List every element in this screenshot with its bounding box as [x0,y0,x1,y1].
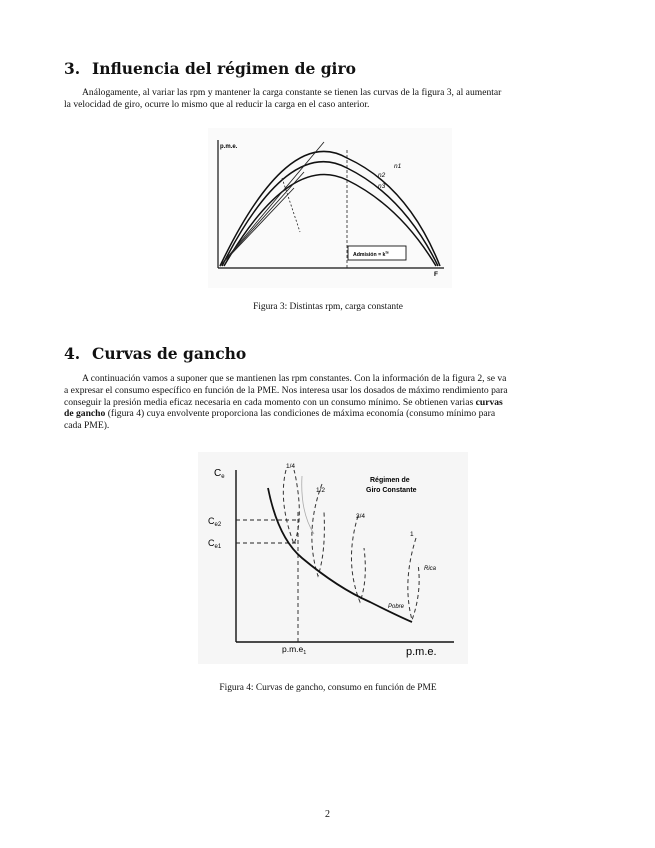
figure-4-title-line-1: Régimen de [370,477,410,484]
figure-3-label-n3: n3 [378,183,386,190]
section-4-line-2: a expresar el consumo específico en función de la PME. Nos interesa usar los dosados de máximo rendimiento para [64,384,508,396]
figure-4-background [198,452,468,664]
figure-4-ce2-label: $C_{e2}$ [208,516,222,528]
figure-4-graph [198,452,468,664]
section-3-title-text: Influencia del régimen de giro [92,59,356,78]
section-4-line-4: (figura 4) cuya envolvente proporciona las condiciones de máxima economía (consumo mínimo para [107,408,496,420]
figure-4-label-three-quarter: 3/4 [356,513,366,520]
figure-3-x-label: F [434,271,438,278]
figure-3-y-label: p.m.e. [220,144,238,150]
figure-4-label-rica: Rica [424,566,437,572]
section-4-line-1: A continuación vamos a suponer que se mantienen las rpm constantes. Con la información de la figura 2, se va [82,373,507,384]
figure-3-label-n2: n2 [378,172,386,179]
figure-4-y-label: $C_e$ [214,468,225,480]
section-4-paragraph [64,373,592,432]
page-number: 2 [325,809,330,820]
figure-4-label-full: 1 [410,531,414,538]
section-4-title-text: Curvas de gancho [92,344,247,363]
section-4-number: 4. [64,344,81,363]
section-4-term-curvas: curvas [475,396,503,408]
section-3-line-1: Análogamente, al variar las rpm y mantener la carga constante se tienen las curvas de la figura 3, al aumentar [82,87,502,98]
section-3-title [64,59,356,78]
section-4-title [64,344,246,363]
section-4-line-5: cada PME). [64,420,110,432]
figure-4-label-half: 1/2 [316,487,326,494]
section-4-line-3: conseguir la presión media eficaz necesaria en cada momento con un consumo mínimo. Se obtienen varias [64,396,474,408]
figure-4-caption: Figura 4: Curvas de gancho, consumo en función de PME [219,683,437,693]
section-3-number: 3. [64,59,81,78]
figure-4-ce1-label: $C_{e1}$ [208,538,222,550]
figure-4-label-pobre: Pobre [388,604,405,610]
figure-4-x-label: p.m.e. [406,646,437,658]
figure-4-label-quarter: 1/4 [286,463,296,470]
section-4-term-gancho: de gancho [64,408,106,420]
figure-3-graph [208,128,452,288]
figure-3-label-n1: n1 [394,163,402,170]
section-3-paragraph [64,87,592,111]
figure-4-title-line-2: Giro Constante [366,487,417,494]
section-3-line-2: la velocidad de giro, ocurre lo mismo que al reducir la carga en el caso anterior. [64,98,370,110]
figure-3-caption: Figura 3: Distintas rpm, carga constante [253,302,403,312]
figure-4-pme1-label: $p.m.e_1$ [282,644,307,656]
figure-3-admission-label: Admisión = $k^{te}$ [353,250,389,258]
